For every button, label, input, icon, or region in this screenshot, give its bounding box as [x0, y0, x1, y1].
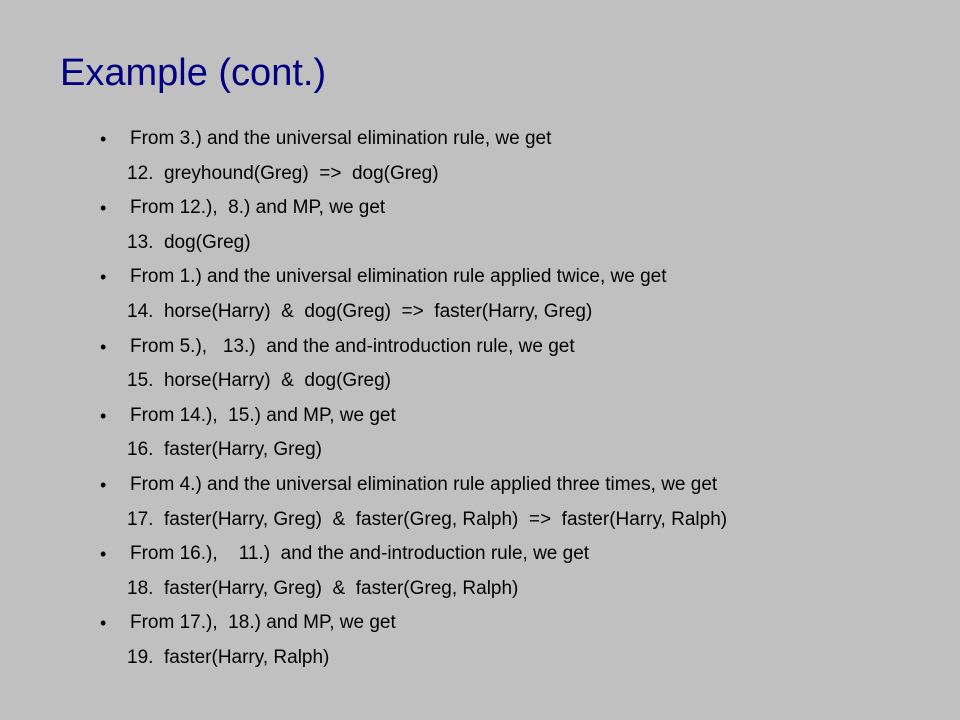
- bullet-item: [100, 537, 940, 572]
- bullet-icon: •: [100, 267, 107, 288]
- step-text: 15. horse(Harry) & dog(Greg): [127, 370, 391, 392]
- step-text: 14. horse(Harry) & dog(Greg) => faster(Harry, Greg): [127, 300, 593, 322]
- bullet-icon: •: [100, 198, 107, 219]
- bullet-item: [100, 330, 940, 365]
- step-text: 16. faster(Harry, Greg): [127, 439, 322, 461]
- bullet-item: [100, 122, 940, 157]
- derivation-step: [100, 157, 940, 192]
- derivation-step: [100, 572, 940, 607]
- bullet-icon: •: [100, 544, 107, 565]
- step-text: 17. faster(Harry, Greg) & faster(Greg, Ralph) => faster(Harry, Ralph): [127, 508, 728, 530]
- bullet-item: [100, 260, 940, 295]
- bullet-item: [100, 191, 940, 226]
- bullet-item: [100, 399, 940, 434]
- bullet-icon: •: [100, 129, 107, 149]
- step-text: 18. faster(Harry, Greg) & faster(Greg, Ralph): [127, 577, 519, 599]
- derivation-step: [100, 641, 940, 676]
- derivation-step: [100, 503, 940, 538]
- derivation-step: [100, 226, 940, 261]
- bullet-icon: •: [100, 336, 107, 357]
- bullet-item: [100, 468, 940, 503]
- derivation-step: [100, 295, 940, 330]
- step-text: 13. dog(Greg): [127, 231, 251, 253]
- bullet-text: From 1.) and the universal elimination rule applied twice, we get: [130, 266, 667, 288]
- bullet-item: [100, 606, 940, 641]
- derivation-step: [100, 364, 940, 399]
- bullet-text: From 5.), 13.) and the and-introduction rule, we get: [130, 335, 575, 357]
- slide-title: Example (cont.): [60, 52, 327, 94]
- bullet-text: From 4.) and the universal elimination rule applied three times, we get: [130, 473, 718, 495]
- bullet-text: From 16.), 11.) and the and-introduction rule, we get: [130, 543, 590, 565]
- bullet-text: From 14.), 15.) and MP, we get: [130, 404, 396, 426]
- bullet-text: From 3.) and the universal elimination rule, we get: [130, 128, 552, 149]
- step-text: 19. faster(Harry, Ralph): [127, 646, 330, 668]
- derivation-step: [100, 433, 940, 468]
- bullet-icon: •: [100, 474, 107, 495]
- step-text: 12. greyhound(Greg) => dog(Greg): [127, 162, 439, 184]
- slide-content: [100, 122, 940, 676]
- bullet-text: From 12.), 8.) and MP, we get: [130, 197, 386, 219]
- bullet-icon: •: [100, 613, 107, 634]
- bullet-text: From 17.), 18.) and MP, we get: [130, 612, 396, 634]
- bullet-icon: •: [100, 405, 107, 426]
